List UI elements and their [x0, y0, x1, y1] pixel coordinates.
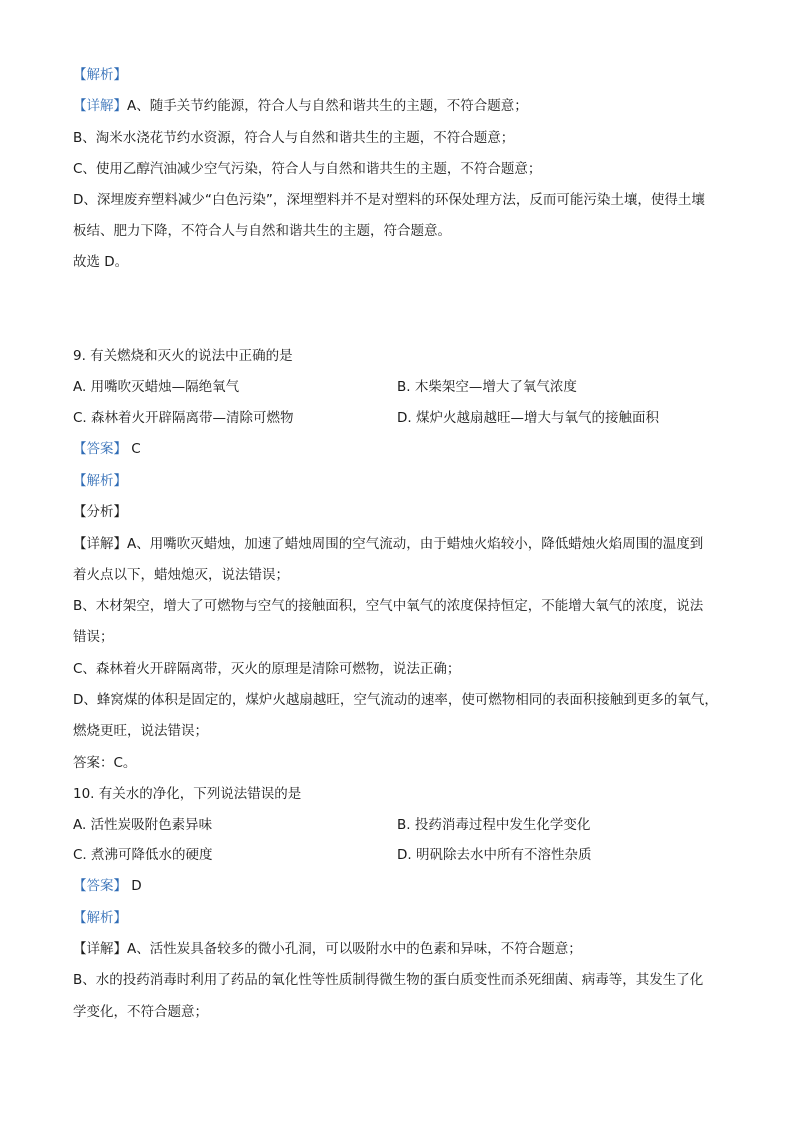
q10-option-c: C. 煮沸可降低水的硬度 — [73, 847, 213, 863]
q10-line-b1: B、水的投药消毒时利用了药品的氧化性等性质制得微生物的蛋白质变性而杀死细菌、病毒等，其发生了化 — [73, 972, 704, 988]
q9-answer-tag: 【答案】 — [73, 441, 127, 457]
q9-line-a2: 着火点以下，蜡烛熄灭，说法错误； — [73, 567, 289, 583]
q10-question: 10. 有关水的净化，下列说法错误的是 — [73, 786, 302, 802]
q9-option-c: C. 森林着火开辟隔离带—清除可燃物 — [73, 410, 294, 426]
q9-line-a1: A、用嘴吹灭蜡烛，加速了蜡烛周围的空气流动，由于蜡烛火焰较小，降低蜡烛火焰周围的温度到 — [127, 536, 704, 552]
q9-fenxi-tag: 【分析】 — [73, 504, 127, 520]
q8-detail-a — [73, 97, 528, 115]
q8-line-a: A、随手关节约能源，符合人与自然和谐共生的主题，不符合题意； — [127, 98, 528, 114]
q9-option-a: A. 用嘴吹灭蜡烛—隔绝氧气 — [73, 379, 240, 395]
q10-option-b: B. 投药消毒过程中发生化学变化 — [397, 817, 591, 833]
q8-line-d1: D、深埋废弃塑料减少“白色污染”，深埋塑料并不是对塑料的环保处理方法，反而可能污染土壤，使得土壤 — [73, 192, 705, 208]
q9-answer — [73, 440, 141, 458]
q10-detail-tag: 【详解】 — [73, 941, 127, 957]
q10-jiexi-tag: 【解析】 — [73, 910, 127, 926]
q9-question: 9. 有关燃烧和灭火的说法中正确的是 — [73, 348, 293, 364]
q10-option-a: A. 活性炭吸附色素异味 — [73, 817, 213, 833]
q8-detail-tag: 【详解】 — [73, 98, 127, 114]
q9-line-b1: B、木材架空，增大了可燃物与空气的接触面积，空气中氧气的浓度保持恒定，不能增大氧气的浓度，说法 — [73, 598, 704, 614]
q9-detail-a — [73, 535, 703, 553]
q9-line-b2: 错误； — [73, 629, 114, 645]
q10-answer-tag: 【答案】 — [73, 878, 127, 894]
q9-option-b: B. 木柴架空—增大了氧气浓度 — [397, 379, 577, 395]
q10-detail-a — [73, 940, 582, 958]
q10-answer — [73, 877, 142, 895]
q8-line-b: B、淘米水浇花节约水资源，符合人与自然和谐共生的主题，不符合题意； — [73, 130, 515, 146]
q9-answer-value: C — [131, 441, 141, 457]
q10-option-d: D. 明矾除去水中所有不溶性杂质 — [397, 847, 592, 863]
q10-answer-value: D — [131, 878, 142, 894]
q9-line-c: C、森林着火开辟隔离带，灭火的原理是清除可燃物，说法正确； — [73, 661, 461, 677]
q9-line-d1: D、蜂窝煤的体积是固定的，煤炉火越扇越旺，空气流动的速率，使可燃物相同的表面积接触到更多的氧气， — [73, 692, 718, 708]
q8-conclusion: 故选 D。 — [73, 254, 129, 270]
q9-line-d2: 燃烧更旺，说法错误； — [73, 723, 208, 739]
q9-jiexi-tag: 【解析】 — [73, 473, 127, 489]
q10-line-a: A、活性炭具备较多的微小孔洞，可以吸附水中的色素和异味，不符合题意； — [127, 941, 582, 957]
q8-jiexi-tag: 【解析】 — [73, 67, 127, 83]
q10-line-b2: 学变化，不符合题意； — [73, 1004, 208, 1020]
q8-line-c: C、使用乙醇汽油减少空气污染，符合人与自然和谐共生的主题，不符合题意； — [73, 161, 542, 177]
q9-conclusion: 答案：C。 — [73, 755, 137, 771]
q8-line-d2: 板结、肥力下降，不符合人与自然和谐共生的主题，符合题意。 — [73, 223, 451, 239]
q9-detail-tag: 【详解】 — [73, 536, 127, 552]
q9-option-d: D. 煤炉火越扇越旺—增大与氧气的接触面积 — [397, 410, 659, 426]
